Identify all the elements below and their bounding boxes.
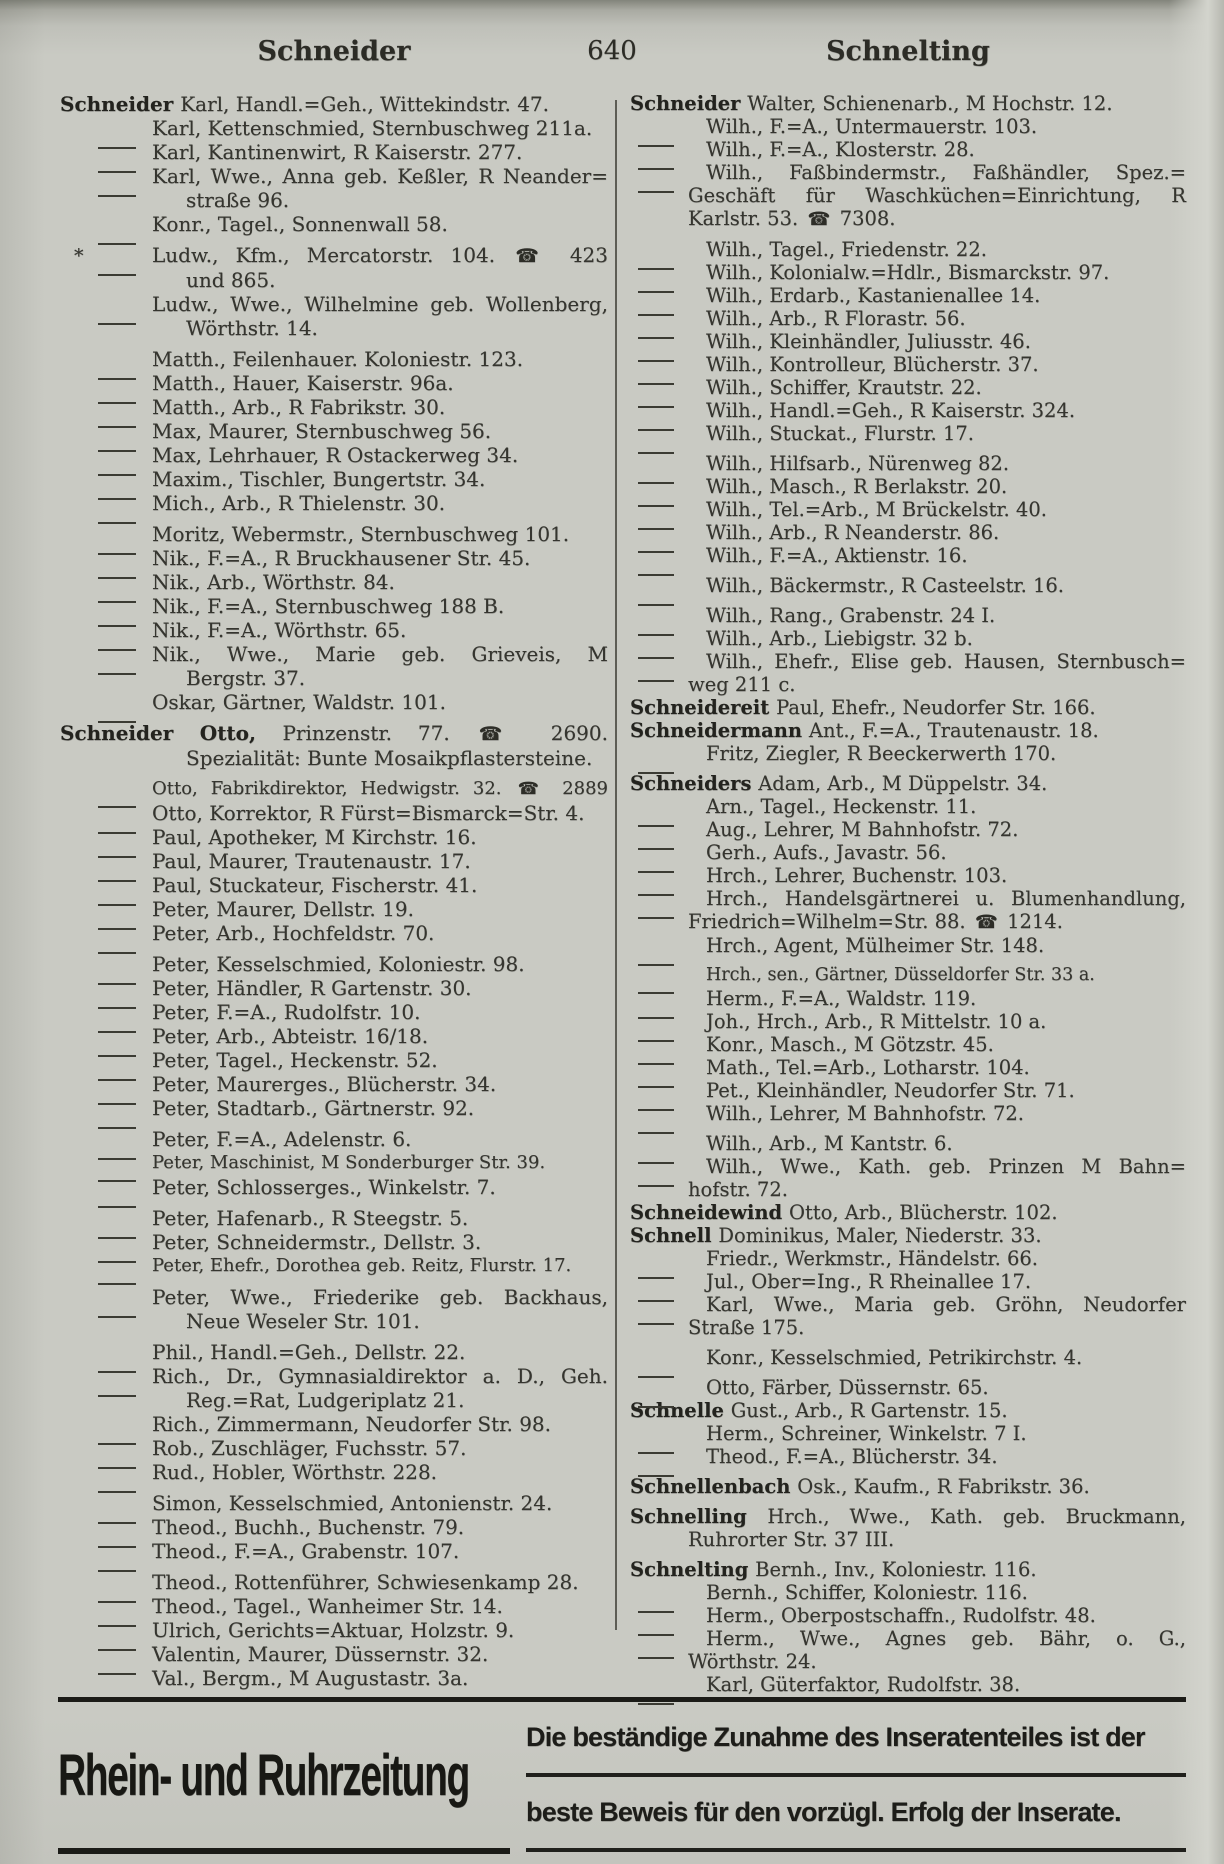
entry-line: Theod., F.=A., Grabenstr. 107. <box>152 1539 460 1563</box>
entry-line: Schneidermann Ant., F.=A., Trautenaustr. 18. <box>630 719 1099 742</box>
entry-line: Hrch., sen., Gärtner, Düsseldorfer Str. 33 a. <box>706 965 1095 985</box>
entry-line: Theod., F.=A., Blücherstr. 34. <box>706 1445 998 1468</box>
entry-line: Matth., Feilenhauer. Koloniestr. 123. <box>152 347 524 371</box>
directory-entry <box>630 330 1186 353</box>
directory-entry <box>630 1604 1186 1627</box>
entry-line: Val., Bergm., M Augustastr. 3a. <box>152 1666 469 1690</box>
entry-line: Wilh., Stuckat., Flurstr. 17. <box>706 422 974 445</box>
entry-line: Math., Tel.=Arb., Lotharstr. 104. <box>706 1056 1030 1079</box>
directory-entry <box>630 161 1186 231</box>
entry-line: Wilh., Arb., M Kantstr. 6. <box>706 1132 953 1155</box>
directory-entry <box>630 353 1186 376</box>
directory-entry <box>60 371 608 395</box>
directory-entry <box>60 1000 608 1024</box>
entry-line: Nik., Wwe., Marie geb. Grieveis, M <box>152 642 608 666</box>
directory-entry <box>60 1127 608 1151</box>
entry-line: Wilh., Arb., Liebigstr. 32 b. <box>706 627 973 650</box>
entry-line: Gerh., Aufs., Javastr. 56. <box>706 841 947 864</box>
entry-line: Wilh., Arb., R Florastr. 56. <box>706 307 966 330</box>
ad-brand-block <box>58 1702 510 1854</box>
directory-entry <box>630 1445 1186 1468</box>
entry-line: hofstr. 72. <box>688 1178 788 1201</box>
directory-entry <box>60 1230 608 1254</box>
entry-line: und 865. <box>186 268 276 292</box>
entry-line: Theod., Tagel., Wanheimer Str. 14. <box>152 1594 503 1618</box>
entry-line: Peter, Maurer, Dellstr. 19. <box>152 897 414 921</box>
entry-line: Karlstr. 53. ☎ 7308. <box>688 207 896 230</box>
entry-line: Peter, Kesselschmied, Koloniestr. 98. <box>152 952 525 976</box>
surname-lead: Schneidermann <box>630 719 809 742</box>
entry-line: Nik., F.=A., R Bruckhausener Str. 45. <box>152 546 531 570</box>
directory-entry <box>630 1475 1186 1498</box>
entry-line: Paul, Maurer, Trautenaustr. 17. <box>152 849 471 873</box>
directory-column-right <box>630 92 1186 1696</box>
directory-entry <box>60 1460 608 1484</box>
entry-line: Schneidewind Otto, Arb., Blücherstr. 102. <box>630 1201 1058 1224</box>
entry-line: Peter, Tagel., Heckenstr. 52. <box>152 1048 438 1072</box>
entry-line: Wörthstr. 14. <box>186 316 318 340</box>
directory-entry <box>60 1642 608 1666</box>
directory-entry <box>60 570 608 594</box>
entry-line: Peter, Maschinist, M Sonderburger Str. 39. <box>152 1152 546 1173</box>
entry-line: Wilh., Bäckermstr., R Casteelstr. 16. <box>706 574 1065 597</box>
entry-line: Arn., Tagel., Heckenstr. 11. <box>706 795 977 818</box>
entry-line: Geschäft für Waschküchen=Einrichtung, R <box>688 184 1186 207</box>
ad-text-line-1: Die beständige Zunahme des Inseratenteiles ist der <box>526 1702 1186 1777</box>
directory-entry <box>630 987 1186 1010</box>
entry-line: Peter, Arb., Hochfeldstr. 70. <box>152 921 435 945</box>
directory-entry <box>60 594 608 618</box>
entry-line: Peter, Schneidermstr., Dellstr. 3. <box>152 1230 482 1254</box>
entry-line: Straße 175. <box>688 1316 805 1339</box>
directory-entry <box>630 650 1186 696</box>
entry-line: Schneider Otto, Prinzenstr. 77. ☎ 2690. <box>60 721 608 745</box>
directory-entry <box>630 498 1186 521</box>
entry-line: Oskar, Gärtner, Waldstr. 101. <box>152 690 446 714</box>
entry-line: Schnelling Hrch., Wwe., Kath. geb. Bruckmann, <box>630 1505 1186 1528</box>
entry-line: Wilh., Tagel., Friedenstr. 22. <box>706 238 987 261</box>
directory-entry <box>630 1224 1186 1247</box>
surname-lead: Schnelling <box>630 1505 768 1528</box>
directory-entry <box>630 1033 1186 1056</box>
directory-entry <box>630 115 1186 138</box>
entry-line: Karl, Wwe., Anna geb. Keßler, R Neander= <box>152 164 608 188</box>
entry-line: Wilh., Kolonialw.=Hdlr., Bismarckstr. 97. <box>706 261 1110 284</box>
entry-line: Peter, Schlosserges., Winkelstr. 7. <box>152 1175 496 1199</box>
entry-line: Moritz, Webermstr., Sternbuschweg 101. <box>152 522 570 546</box>
directory-entry <box>630 1422 1186 1445</box>
directory-entry <box>60 522 608 546</box>
entry-line: Wilh., Lehrer, M Bahnhofstr. 72. <box>706 1102 1024 1125</box>
directory-entry <box>630 422 1186 445</box>
entry-line: Friedrich=Wilhelm=Str. 88. ☎ 1214. <box>688 910 1063 933</box>
entry-line: Wilh., Handl.=Geh., R Kaiserstr. 324. <box>706 399 1076 422</box>
entry-line: Herm., F.=A., Waldstr. 119. <box>706 987 977 1010</box>
directory-entry <box>630 627 1186 650</box>
directory-entry <box>60 976 608 1000</box>
directory-entry <box>630 92 1186 115</box>
directory-entry <box>60 140 608 164</box>
directory-entry <box>630 1155 1186 1201</box>
entry-line: Wilh., Hilfsarb., Nürenweg 82. <box>706 452 1010 475</box>
directory-entry <box>60 1436 608 1460</box>
entry-line: Ulrich, Gerichts=Aktuar, Holzstr. 9. <box>152 1618 515 1642</box>
directory-entry <box>630 399 1186 422</box>
entry-line: Hrch., Lehrer, Buchenstr. 103. <box>706 864 1008 887</box>
entry-line: Herm., Wwe., Agnes geb. Bähr, o. G., <box>706 1627 1186 1650</box>
directory-entry <box>60 1539 608 1563</box>
entry-line: Konr., Tagel., Sonnenwall 58. <box>152 212 448 236</box>
entry-line: Phil., Handl.=Geh., Dellstr. 22. <box>152 1340 466 1364</box>
directory-entry <box>60 292 608 340</box>
directory-entry <box>60 546 608 570</box>
entry-line: Peter, F.=A., Rudolfstr. 10. <box>152 1000 421 1024</box>
directory-entry <box>630 138 1186 161</box>
telephone-icon: ☎ <box>517 779 547 799</box>
entry-line: Peter, F.=A., Adelenstr. 6. <box>152 1127 412 1151</box>
entry-line: Karl, Kantinenwirt, R Kaiserstr. 277. <box>152 140 523 164</box>
entry-line: Otto, Fabrikdirektor, Hedwigstr. 32. ☎ 2889 <box>152 778 609 799</box>
directory-entry <box>630 1558 1186 1581</box>
directory-entry <box>630 475 1186 498</box>
directory-entry <box>630 284 1186 307</box>
directory-entry <box>630 934 1186 957</box>
entry-line: Valentin, Maurer, Düssernstr. 32. <box>152 1642 489 1666</box>
directory-entry <box>630 1376 1186 1399</box>
directory-entry <box>630 1270 1186 1293</box>
surname-lead: Schnelting <box>630 1558 756 1581</box>
directory-entry <box>60 467 608 491</box>
entry-line: Peter, Maurerges., Blücherstr. 34. <box>152 1072 497 1096</box>
directory-entry <box>630 818 1186 841</box>
surname-lead: Schneiders <box>630 772 759 795</box>
entry-line: Neue Weseler Str. 101. <box>186 1309 420 1333</box>
entry-line: Jul., Ober=Ing., R Rheinallee 17. <box>706 1270 1032 1293</box>
ad-brand-name: Rhein- und Ruhrzeitung <box>58 1742 469 1808</box>
directory-entry <box>60 395 608 419</box>
entry-line: Otto, Färber, Düssernstr. 65. <box>706 1376 989 1399</box>
entry-line: Wilh., Kleinhändler, Juliusstr. 46. <box>706 330 1031 353</box>
directory-entry <box>630 1627 1186 1673</box>
directory-entry <box>60 1206 608 1230</box>
entry-line: Bergstr. 37. <box>186 666 306 690</box>
entry-line: Ruhrorter Str. 37 III. <box>688 1528 895 1551</box>
directory-entry <box>630 719 1186 742</box>
directory-entry <box>60 1491 608 1515</box>
directory-entry <box>60 419 608 443</box>
entry-line: Konr., Masch., M Götzstr. 45. <box>706 1033 994 1056</box>
directory-entry <box>630 1346 1186 1369</box>
entry-line: Wilh., F.=A., Klosterstr. 28. <box>706 138 975 161</box>
directory-entry <box>630 1201 1186 1224</box>
directory-entry <box>630 696 1186 719</box>
page-number: 640 <box>587 36 637 66</box>
telephone-icon: ☎ <box>478 723 522 745</box>
newspaper-advertisement <box>58 1697 1186 1854</box>
entry-line: Reg.=Rat, Ludgeriplatz 21. <box>186 1388 465 1412</box>
directory-entry <box>630 307 1186 330</box>
entry-line: Nik., F.=A., Wörthstr. 65. <box>152 618 407 642</box>
surname-lead: Schnelle <box>630 1399 731 1422</box>
directory-entry <box>630 1505 1186 1551</box>
surname-lead: Schnellenbach <box>630 1475 798 1498</box>
directory-entry <box>60 243 608 292</box>
entry-line: Peter, Stadtarb., Gärtnerstr. 92. <box>152 1096 475 1120</box>
directory-entry <box>60 777 608 801</box>
entry-line: Wilh., Kontrolleur, Blücherstr. 37. <box>706 353 1039 376</box>
entry-line: Matth., Hauer, Kaiserstr. 96a. <box>152 371 454 395</box>
directory-entry <box>60 1254 608 1278</box>
entry-line: Schneider Walter, Schienenarb., M Hochstr. 12. <box>630 92 1113 115</box>
directory-entry <box>630 1079 1186 1102</box>
directory-entry <box>60 801 608 825</box>
directory-entry <box>60 347 608 371</box>
entry-line: Mich., Arb., R Thielenstr. 30. <box>152 491 446 515</box>
directory-entry <box>630 261 1186 284</box>
surname-lead: Schnell <box>630 1224 719 1247</box>
directory-entry <box>630 1399 1186 1422</box>
directory-entry <box>60 1024 608 1048</box>
directory-entry <box>60 92 608 116</box>
telephone-icon: ☎ <box>515 245 550 267</box>
directory-entry <box>60 952 608 976</box>
entry-line: Aug., Lehrer, M Bahnhofstr. 72. <box>706 818 1019 841</box>
directory-entry <box>630 1293 1186 1339</box>
column-header-right: Schnelting <box>826 36 990 67</box>
entry-line: Schnelting Bernh., Inv., Koloniestr. 116. <box>630 1558 1037 1581</box>
directory-entry <box>60 825 608 849</box>
column-header-left: Schneider <box>257 36 411 67</box>
directory-entry <box>630 1010 1186 1033</box>
surname-lead: Schneidereit <box>630 696 777 719</box>
directory-entry <box>60 690 608 714</box>
entry-line: Schneider Karl, Handl.=Geh., Wittekindstr. 47. <box>60 92 549 116</box>
entry-line: Herm., Oberpostschaffn., Rudolfstr. 48. <box>706 1604 1096 1627</box>
entry-line: Maxim., Tischler, Bungertstr. 34. <box>152 467 486 491</box>
directory-entry <box>60 1072 608 1096</box>
entry-line: Bernh., Schiffer, Koloniestr. 116. <box>706 1581 1028 1604</box>
entry-line: Paul, Apotheker, M Kirchstr. 16. <box>152 825 477 849</box>
entry-line: Schnellenbach Osk., Kaufm., R Fabrikstr. 36. <box>630 1475 1090 1498</box>
entry-line: Nik., F.=A., Sternbuschweg 188 B. <box>152 594 505 618</box>
entry-line: Wilh., Erdarb., Kastanienallee 14. <box>706 284 1041 307</box>
entry-line: Hrch., Handelsgärtnerei u. Blumenhandlung, <box>706 887 1186 910</box>
directory-entry <box>60 1096 608 1120</box>
ad-text-line-2: beste Beweis für den vorzügl. Erfolg der Inserate. <box>526 1777 1186 1852</box>
entry-line: Theod., Rottenführer, Schwiesenkamp 28. <box>152 1570 579 1594</box>
directory-entry <box>60 1412 608 1436</box>
directory-column-left <box>60 92 608 1690</box>
entry-line: Friedr., Werkmstr., Händelstr. 66. <box>706 1247 1039 1270</box>
directory-entry <box>630 376 1186 399</box>
entry-line: Schneiders Adam, Arb., M Düppelstr. 34. <box>630 772 1048 795</box>
entry-line: Wilh., Masch., R Berlakstr. 20. <box>706 475 1008 498</box>
directory-entry <box>60 897 608 921</box>
entry-line: weg 211 c. <box>688 673 796 696</box>
directory-entry <box>60 1175 608 1199</box>
entry-line: Max, Maurer, Sternbuschweg 56. <box>152 419 492 443</box>
entry-line: Rich., Dr., Gymnasialdirektor a. D., Geh. <box>152 1364 608 1388</box>
directory-entry <box>60 1515 608 1539</box>
entry-line: Wilh., Wwe., Kath. geb. Prinzen M Bahn= <box>706 1155 1186 1178</box>
directory-entry <box>630 521 1186 544</box>
directory-entry <box>630 452 1186 475</box>
directory-entry <box>60 921 608 945</box>
entry-line: Otto, Korrektor, R Fürst=Bismarck=Str. 4. <box>152 801 585 825</box>
entry-line: Wilh., Arb., R Neanderstr. 86. <box>706 521 1000 544</box>
directory-entry <box>630 964 1186 987</box>
directory-entry <box>60 618 608 642</box>
entry-line: Peter, Hafenarb., R Steegstr. 5. <box>152 1206 469 1230</box>
directory-entry <box>630 887 1186 934</box>
directory-entry <box>630 238 1186 261</box>
entry-line: Max, Lehrhauer, R Ostackerweg 34. <box>152 443 519 467</box>
surname-lead: Schneider Otto, <box>60 721 283 745</box>
telephone-icon: ☎ <box>807 209 831 230</box>
entry-line: Wilh., F.=A., Untermauerstr. 103. <box>706 115 1038 138</box>
directory-entry <box>60 1666 608 1690</box>
entry-line: Wilh., Faßbindermstr., Faßhändler, Spez.= <box>706 161 1186 184</box>
entry-line: straße 96. <box>186 188 290 212</box>
entry-line: Fritz, Ziegler, R Beeckerwerth 170. <box>706 742 1057 765</box>
directory-entry <box>60 1285 608 1333</box>
directory-entry <box>630 574 1186 597</box>
directory-entry <box>630 841 1186 864</box>
surname-lead: Schneider <box>630 92 748 115</box>
entry-line: Peter, Händler, R Gartenstr. 30. <box>152 976 472 1000</box>
directory-entry <box>60 1594 608 1618</box>
directory-entry <box>60 212 608 236</box>
directory-entry <box>630 795 1186 818</box>
telephone-icon: ☎ <box>974 912 998 933</box>
entry-line: Wilh., Ehefr., Elise geb. Hausen, Sternbusch= <box>706 650 1186 673</box>
directory-entry <box>630 544 1186 567</box>
directory-entry <box>60 443 608 467</box>
column-divider-rule <box>615 100 617 1630</box>
entry-line: Schnelle Gust., Arb., R Gartenstr. 15. <box>630 1399 1008 1422</box>
surname-lead: Schneidewind <box>630 1201 789 1224</box>
entry-line: Rud., Hobler, Wörthstr. 228. <box>152 1460 438 1484</box>
directory-entry <box>630 1673 1186 1696</box>
entry-line: Pet., Kleinhändler, Neudorfer Str. 71. <box>706 1079 1075 1102</box>
entry-line: Wilh., Schiffer, Krautstr. 22. <box>706 376 982 399</box>
directory-entry <box>60 1340 608 1364</box>
entry-line: Paul, Stuckateur, Fischerstr. 41. <box>152 873 478 897</box>
entry-line: Theod., Buchh., Buchenstr. 79. <box>152 1515 465 1539</box>
ad-text-block <box>510 1702 1186 1854</box>
directory-entry <box>60 1151 608 1175</box>
directory-entry <box>60 721 608 770</box>
directory-entry <box>60 1618 608 1642</box>
entry-line: Rob., Zuschläger, Fuchsstr. 57. <box>152 1436 467 1460</box>
directory-entry <box>60 642 608 690</box>
directory-entry <box>630 742 1186 765</box>
entry-line: Herm., Schreiner, Winkelstr. 7 I. <box>706 1422 1027 1445</box>
directory-entry <box>630 772 1186 795</box>
entry-line: Hrch., Agent, Mülheimer Str. 148. <box>706 934 1045 957</box>
entry-line: * Ludw., Kfm., Mercatorstr. 104. ☎ 423 <box>74 243 608 267</box>
entry-line: Matth., Arb., R Fabrikstr. 30. <box>152 395 446 419</box>
directory-entry <box>60 116 608 140</box>
surname-lead: Schneider <box>60 92 181 116</box>
directory-entry <box>60 849 608 873</box>
entry-line: Karl, Güterfaktor, Rudolfstr. 38. <box>706 1673 1021 1696</box>
directory-entry <box>60 164 608 212</box>
entry-line: Peter, Ehefr., Dorothea geb. Reitz, Flurstr. 17. <box>152 1255 572 1276</box>
entry-line: Karl, Kettenschmied, Sternbuschweg 211a. <box>152 116 593 140</box>
directory-entry <box>630 1247 1186 1270</box>
entry-line: Karl, Wwe., Maria geb. Gröhn, Neudorfer <box>706 1293 1186 1316</box>
entry-line: Schneidereit Paul, Ehefr., Neudorfer Str. 166. <box>630 696 1096 719</box>
directory-entry <box>630 604 1186 627</box>
entry-line: Simon, Kesselschmied, Antonienstr. 24. <box>152 1491 553 1515</box>
directory-entry <box>630 1056 1186 1079</box>
directory-entry <box>60 1570 608 1594</box>
entry-line: Peter, Wwe., Friederike geb. Backhaus, <box>152 1285 608 1309</box>
entry-line: Nik., Arb., Wörthstr. 84. <box>152 570 395 594</box>
directory-entry <box>60 1048 608 1072</box>
directory-entry <box>60 873 608 897</box>
entry-line: Rich., Zimmermann, Neudorfer Str. 98. <box>152 1412 551 1436</box>
entry-line: Wörthstr. 24. <box>688 1650 817 1673</box>
directory-entry <box>630 1132 1186 1155</box>
entry-line: Konr., Kesselschmied, Petrikirchstr. 4. <box>706 1346 1083 1369</box>
entry-line: Wilh., Tel.=Arb., M Brückelstr. 40. <box>706 498 1047 521</box>
directory-entry <box>60 491 608 515</box>
entry-line: Peter, Arb., Abteistr. 16/18. <box>152 1024 429 1048</box>
directory-entry <box>630 864 1186 887</box>
entry-line: Schnell Dominikus, Maler, Niederstr. 33. <box>630 1224 1042 1247</box>
directory-entry <box>630 1102 1186 1125</box>
entry-line: Wilh., F.=A., Aktienstr. 16. <box>706 544 968 567</box>
entry-line: Ludw., Wwe., Wilhelmine geb. Wollenberg, <box>152 292 608 316</box>
entry-line: Joh., Hrch., Arb., R Mittelstr. 10 a. <box>706 1010 1047 1033</box>
entry-line: Spezialität: Bunte Mosaikpflastersteine. <box>186 746 593 770</box>
directory-entry <box>60 1364 608 1412</box>
directory-entry <box>630 1581 1186 1604</box>
entry-line: Wilh., Rang., Grabenstr. 24 I. <box>706 604 996 627</box>
